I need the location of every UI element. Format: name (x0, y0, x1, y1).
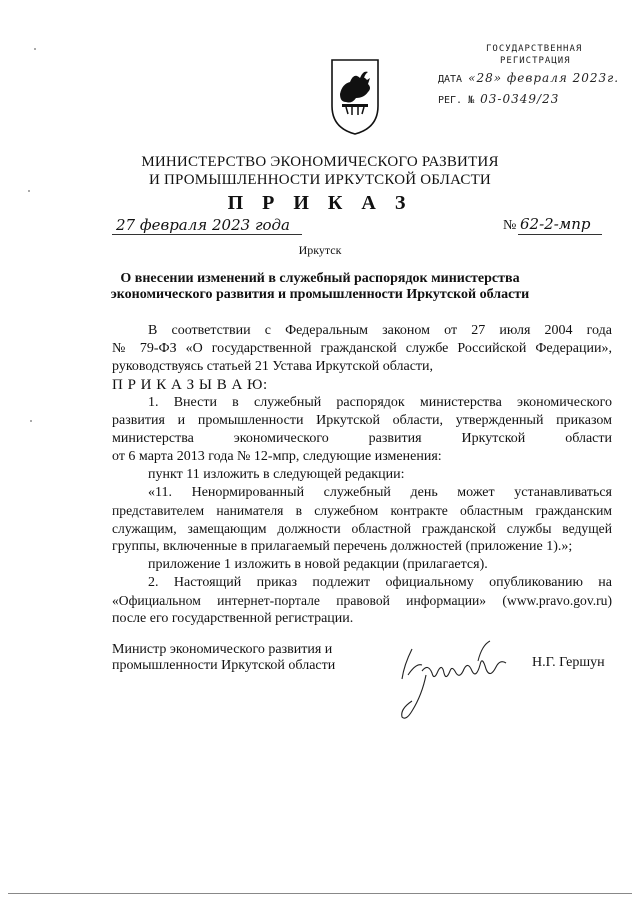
stamp-date-label: ДАТА (438, 74, 463, 85)
stamp-reg-value: 03-0349/23 (480, 92, 560, 106)
body-line: группы, включенные в прилагаемый перечень должностей (приложение 1).»; (112, 539, 573, 554)
order-number-label: № (503, 218, 517, 233)
ministry-name-line1: МИНИСТЕРСТВО ЭКОНОМИЧЕСКОГО РАЗВИТИЯ (141, 154, 499, 170)
body-line: В соответствии с Федеральным законом от 27 июля 2004 года (148, 323, 612, 338)
scan-speck (28, 190, 30, 192)
stamp-reg-label: РЕГ. № (438, 95, 475, 106)
city-label: Иркутск (298, 243, 342, 257)
order-date-handwritten: 27 февраля 2023 года (116, 216, 291, 234)
body-line: 2. Настоящий приказ подлежит официальному опубликованию на (148, 575, 612, 590)
body-line: развития и промышленности Иркутской области, утвержденный приказом (112, 413, 612, 428)
handwritten-signature (382, 635, 522, 725)
stamp-date-row (438, 71, 619, 85)
document-type-heading: П Р И К А З (227, 192, 413, 214)
ministry-name-line2: И ПРОМЫШЛЕННОСТИ ИРКУТСКОЙ ОБЛАСТИ (149, 172, 491, 188)
stamp-title-line1: ГОСУДАРСТВЕННАЯ (486, 44, 583, 54)
body-line: министерства экономического развития Иркутской области (112, 431, 612, 446)
document-title-line1: О внесении изменений в служебный распорядок министерства (120, 271, 520, 286)
body-line: представителем нанимателя в служебном контракте областным гражданским (112, 503, 612, 518)
body-line: руководствуясь статьей 21 Устава Иркутской области, (112, 359, 434, 374)
stamp-date-value: «28» февраля 2023г. (468, 71, 620, 85)
coat-of-arms-emblem (330, 58, 380, 136)
order-number-handwritten: 62-2-мпр (520, 215, 591, 233)
signatory-name: Н.Г. Гершун (532, 655, 605, 670)
body-line: «11. Ненормированный служебный день может устанавливаться (148, 485, 612, 500)
signatory-position-line1: Министр экономического развития и (112, 642, 333, 657)
scan-bottom-edge (8, 893, 632, 894)
body-line: пункт 11 изложить в следующей редакции: (148, 467, 405, 482)
stamp-reg-row (438, 92, 559, 106)
body-line: служащим, замещающим должности областной гражданской службы ведущей (112, 521, 612, 536)
document-title-line2: экономического развития и промышленности Иркутской области (110, 287, 530, 302)
scan-speck (30, 420, 32, 422)
scan-speck (34, 48, 36, 50)
body-line: № 79-ФЗ «О государственной гражданской службе Российской Федерации», (112, 341, 612, 356)
document-title (60, 271, 580, 303)
body-line-decree: П Р И К А З Ы В А Ю: (112, 377, 268, 393)
date-underline (112, 234, 302, 235)
body-line: 1. Внести в служебный распорядок министерства экономического (148, 395, 612, 410)
body-line: от 6 марта 2013 года № 12-мпр, следующие изменения: (112, 449, 442, 464)
body-line: «Официальном интернет-портале правовой информации» (www.pravo.gov.ru) (112, 593, 612, 608)
signatory-position-line2: промышленности Иркутской области (112, 658, 336, 673)
body-line: приложение 1 изложить в новой редакции (прилагается). (148, 557, 488, 572)
body-line: после его государственной регистрации. (112, 611, 354, 626)
number-underline (518, 234, 602, 235)
stamp-title-line2: РЕГИСТРАЦИЯ (500, 56, 571, 66)
signatory-position (112, 642, 335, 674)
